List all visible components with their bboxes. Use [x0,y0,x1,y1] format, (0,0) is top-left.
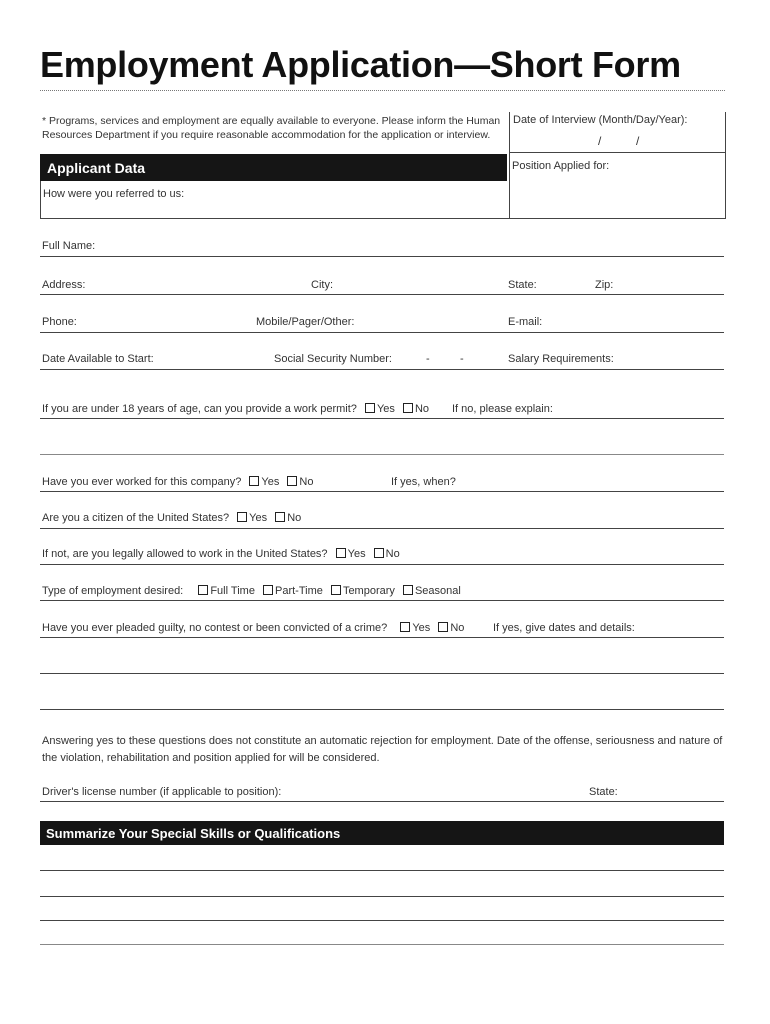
full-name-field[interactable] [40,256,724,257]
mobile-label: Mobile/Pager/Other: [256,316,355,328]
page-title: Employment Application—Short Form [40,44,681,85]
skills-title: Summarize Your Special Skills or Qualifications [46,826,341,841]
legal-yes-checkbox[interactable] [336,548,346,558]
worked-when-label: If yes, when? [391,476,456,488]
under18-yes-checkbox[interactable] [365,403,375,413]
salary-label: Salary Requirements: [508,353,614,365]
legal-field[interactable] [40,564,724,565]
referral-left-edge [40,181,41,218]
worked-question: Have you ever worked for this company? [42,476,242,488]
employment-type-row [42,585,461,597]
convicted-extra-line-2[interactable] [40,709,724,710]
under18-no-label: No [414,403,430,415]
part-time-label: Part-Time [275,585,323,597]
interview-divider [509,152,725,153]
legal-no-checkbox[interactable] [374,548,384,558]
worked-no-checkbox[interactable] [287,476,297,486]
under18-question: If you are under 18 years of age, can you provide a work permit? [42,403,357,415]
convicted-yes-label: Yes [412,622,431,634]
convicted-no-label: No [450,622,465,634]
worked-row [42,476,313,488]
legal-no-label: No [385,548,400,560]
convicted-details-label: If yes, give dates and details: [493,622,635,634]
under18-yes-label: Yes [376,403,395,415]
legal-question: If not, are you legally allowed to work in the United States? [42,548,328,560]
phone-label: Phone: [42,316,77,328]
license-label: Driver's license number (if applicable to position): [42,786,282,798]
skills-line-2[interactable] [40,896,724,897]
title-divider [40,90,725,91]
address-field[interactable] [40,294,724,295]
full-time-label: Full Time [210,585,255,597]
ssn-separator-2: - [460,353,464,365]
seasonal-checkbox[interactable] [403,585,413,595]
skills-line-4[interactable] [40,944,724,945]
date-separator-1: / [598,134,602,148]
start-date-field[interactable] [40,369,724,370]
temporary-label: Temporary [342,585,395,597]
citizen-yes-label: Yes [249,512,268,524]
citizen-no-label: No [287,512,302,524]
referral-rule [40,218,725,219]
address-label: Address: [42,279,86,291]
skills-line-1[interactable] [40,870,724,871]
license-state-label: State: [589,786,618,798]
convicted-field[interactable] [40,637,724,638]
under18-field[interactable] [40,418,724,419]
worked-field[interactable] [40,491,724,492]
position-applied-label: Position Applied for: [512,160,610,172]
convicted-extra-line-1[interactable] [40,673,724,674]
convicted-no-checkbox[interactable] [438,622,448,632]
phone-field[interactable] [40,332,724,333]
under18-explain-label: If no, please explain: [452,403,553,415]
legal-row [42,548,400,560]
city-label: City: [311,279,333,291]
license-field[interactable] [40,801,724,802]
ssn-label: Social Security Number: [274,353,392,365]
referral-label: How were you referred to us: [43,188,185,200]
employment-type-field[interactable] [40,600,724,601]
under18-no-checkbox[interactable] [403,403,413,413]
citizen-no-checkbox[interactable] [275,512,285,522]
worked-yes-checkbox[interactable] [249,476,259,486]
part-time-checkbox[interactable] [263,585,273,595]
citizen-row [42,512,301,524]
accommodation-notice: * Programs, services and employment are equally available to everyone. Please inform the Human Resources Department if you require reasonable accommodation for the application or interview. [42,115,501,141]
full-time-checkbox[interactable] [198,585,208,595]
under18-row [42,403,429,415]
worked-yes-label: Yes [261,476,280,488]
citizen-field[interactable] [40,528,724,529]
ssn-separator-1: - [426,353,430,365]
zip-label: Zip: [595,279,614,291]
skills-line-3[interactable] [40,920,724,921]
convicted-question: Have you ever pleaded guilty, no contest or been convicted of a crime? [42,622,388,634]
convicted-row [42,622,464,634]
legal-yes-label: Yes [347,548,366,560]
state-label: State: [508,279,537,291]
seasonal-label: Seasonal [414,585,461,597]
full-name-label: Full Name: [42,240,96,252]
worked-no-label: No [299,476,314,488]
citizen-yes-checkbox[interactable] [237,512,247,522]
employment-type-question: Type of employment desired: [42,585,184,597]
interview-date-label: Date of Interview (Month/Day/Year): [513,114,688,126]
disclaimer-text: Answering yes to these questions does not constitute an automatic rejection for employment. Date of the offense, seriousness and nature of the violation, rehabilitation and position applied for will be considered. [42,735,723,764]
applicant-data-title: Applicant Data [47,160,146,176]
date-separator-2: / [636,134,640,148]
citizen-question: Are you a citizen of the United States? [42,512,230,524]
convicted-yes-checkbox[interactable] [400,622,410,632]
under18-extra-line[interactable] [40,454,724,455]
email-label: E-mail: [508,316,543,328]
temporary-checkbox[interactable] [331,585,341,595]
date-start-label: Date Available to Start: [42,353,154,365]
